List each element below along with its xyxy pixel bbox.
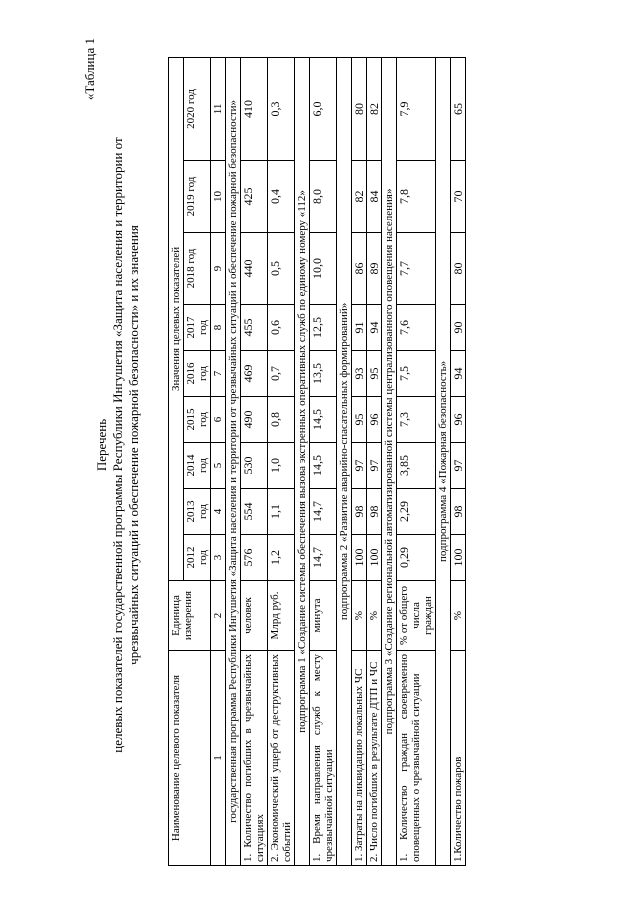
value-cell: 97 <box>352 443 367 489</box>
header-year: 2020 год <box>184 57 211 160</box>
section-title: подпрограмма 1 «Создание системы обеспечения вызова экстренных оперативных служб по единому номеру «112» <box>295 57 310 865</box>
value-cell: 13,5 <box>310 351 337 397</box>
col-number: 1 <box>211 651 226 866</box>
value-cell: 2,29 <box>397 489 436 535</box>
table-caption: «Таблица 1 <box>82 38 97 101</box>
value-cell: 14,5 <box>310 443 337 489</box>
value-cell: 97 <box>367 443 382 489</box>
value-cell: 91 <box>352 305 367 351</box>
value-cell: 425 <box>241 161 268 233</box>
value-cell: 1,2 <box>268 535 295 581</box>
indicator-unit: % от общего числа граждан <box>397 581 436 651</box>
value-cell: 7,3 <box>397 397 436 443</box>
indicator-unit: человек <box>241 581 268 651</box>
value-cell: 65 <box>451 57 466 160</box>
value-cell: 100 <box>451 535 466 581</box>
value-cell: 440 <box>241 233 268 305</box>
indicator-unit: % <box>367 581 382 651</box>
section-title: подпрограмма 2 «Развитие аварийно-спасательных формирований» <box>337 57 352 865</box>
title-line-1: Перечень <box>94 418 109 472</box>
value-cell: 80 <box>352 57 367 160</box>
value-cell: 6,0 <box>310 57 337 160</box>
value-cell: 554 <box>241 489 268 535</box>
col-number: 7 <box>211 351 226 397</box>
indicator-name: 1. Количество погибших в чрезвычайных ситуациях <box>241 651 268 866</box>
header-row-1 <box>169 57 184 865</box>
section-title: подпрограмма 3 «Создание региональной автоматизированной системы централизованного оповещения населения» <box>382 57 397 865</box>
value-cell: 1,0 <box>268 443 295 489</box>
indicator-unit: % <box>352 581 367 651</box>
value-cell: 455 <box>241 305 268 351</box>
value-cell: 94 <box>451 351 466 397</box>
indicator-unit: Млрд руб. <box>268 581 295 651</box>
col-number: 6 <box>211 397 226 443</box>
col-number: 9 <box>211 233 226 305</box>
value-cell: 576 <box>241 535 268 581</box>
header-year: 2012 год <box>184 535 211 581</box>
header-year: 2013 год <box>184 489 211 535</box>
table-row <box>241 57 268 865</box>
value-cell: 96 <box>451 397 466 443</box>
table-row <box>352 57 367 865</box>
value-cell: 0,3 <box>268 57 295 160</box>
section-title: подпрограмма 4 «Пожарная безопасность» <box>436 57 451 865</box>
indicator-name: 2. Число погибших в результате ДТП и ЧС <box>367 651 382 866</box>
col-number: 5 <box>211 443 226 489</box>
value-cell: 0,4 <box>268 161 295 233</box>
indicator-name: 1. Количество граждан своевременно оповещенных о чрезвычайной ситуации <box>397 651 436 866</box>
value-cell: 7,5 <box>397 351 436 397</box>
value-cell: 0,7 <box>268 351 295 397</box>
value-cell: 95 <box>367 351 382 397</box>
value-cell: 1,1 <box>268 489 295 535</box>
value-cell: 90 <box>451 305 466 351</box>
value-cell: 8,0 <box>310 161 337 233</box>
table-row <box>268 57 295 865</box>
value-cell: 7,6 <box>397 305 436 351</box>
header-year: 2015 год <box>184 397 211 443</box>
value-cell: 0,6 <box>268 305 295 351</box>
section-title: государственная программа Республики Ингушетия «Защита населения и территории от чрезвычайных ситуаций и обеспечение пожарной безопасности» <box>226 57 241 865</box>
value-cell: 10,0 <box>310 233 337 305</box>
section-row-sub4 <box>436 57 451 865</box>
value-cell: 89 <box>367 233 382 305</box>
section-row-program <box>226 57 241 865</box>
col-number: 4 <box>211 489 226 535</box>
value-cell: 410 <box>241 57 268 160</box>
value-cell: 469 <box>241 351 268 397</box>
document-title <box>94 45 142 845</box>
value-cell: 84 <box>367 161 382 233</box>
value-cell: 94 <box>367 305 382 351</box>
value-cell: 14,7 <box>310 535 337 581</box>
value-cell: 100 <box>367 535 382 581</box>
value-cell: 0,8 <box>268 397 295 443</box>
value-cell: 95 <box>352 397 367 443</box>
header-year: 2014 год <box>184 443 211 489</box>
col-number: 3 <box>211 535 226 581</box>
value-cell: 7,8 <box>397 161 436 233</box>
value-cell: 86 <box>352 233 367 305</box>
value-cell: 82 <box>352 161 367 233</box>
col-number: 2 <box>211 581 226 651</box>
value-cell: 82 <box>367 57 382 160</box>
table-row <box>451 57 466 865</box>
value-cell: 14,5 <box>310 397 337 443</box>
value-cell: 0,29 <box>397 535 436 581</box>
indicator-name: 1.Количество пожаров <box>451 651 466 866</box>
value-cell: 70 <box>451 161 466 233</box>
value-cell: 490 <box>241 397 268 443</box>
indicator-unit: минута <box>310 581 337 651</box>
value-cell: 98 <box>367 489 382 535</box>
header-unit: Единица измерения <box>169 581 211 651</box>
header-year: 2017 год <box>184 305 211 351</box>
section-row-sub1 <box>295 57 310 865</box>
section-row-sub3 <box>382 57 397 865</box>
indicators-table <box>168 57 466 866</box>
value-cell: 100 <box>352 535 367 581</box>
title-line-3: чрезвычайных ситуаций и обеспечение пожарной безопасности» и их значения <box>126 225 141 665</box>
col-number: 8 <box>211 305 226 351</box>
value-cell: 7,9 <box>397 57 436 160</box>
col-number: 11 <box>211 57 226 160</box>
value-cell: 3,85 <box>397 443 436 489</box>
value-cell: 93 <box>352 351 367 397</box>
section-row-sub2 <box>337 57 352 865</box>
col-number: 10 <box>211 161 226 233</box>
value-cell: 80 <box>451 233 466 305</box>
header-year: 2016 год <box>184 351 211 397</box>
indicator-unit: % <box>451 581 466 651</box>
value-cell: 98 <box>451 489 466 535</box>
table-row <box>367 57 382 865</box>
value-cell: 97 <box>451 443 466 489</box>
header-values: Значения целевых показателей <box>169 57 184 580</box>
indicator-name: 2. Экономический ущерб от деструктивных событий <box>268 651 295 866</box>
value-cell: 530 <box>241 443 268 489</box>
value-cell: 0,5 <box>268 233 295 305</box>
value-cell: 7,7 <box>397 233 436 305</box>
value-cell: 12,5 <box>310 305 337 351</box>
table-row <box>397 57 436 865</box>
table-row <box>310 57 337 865</box>
value-cell: 96 <box>367 397 382 443</box>
header-year: 2018 год <box>184 233 211 305</box>
indicator-name: 1. Затраты на ликвидацию локальных ЧС <box>352 651 367 866</box>
value-cell: 14,7 <box>310 489 337 535</box>
indicator-name: 1. Время направления служб к месту чрезвычайной ситуации <box>310 651 337 866</box>
header-row-numbers <box>211 57 226 865</box>
value-cell: 98 <box>352 489 367 535</box>
header-name: Наименование целевого показателя <box>169 651 211 866</box>
title-line-2: целевых показателей государственной программы Республики Ингушетия «Защита населения и территории от <box>110 137 125 753</box>
header-year: 2019 год <box>184 161 211 233</box>
